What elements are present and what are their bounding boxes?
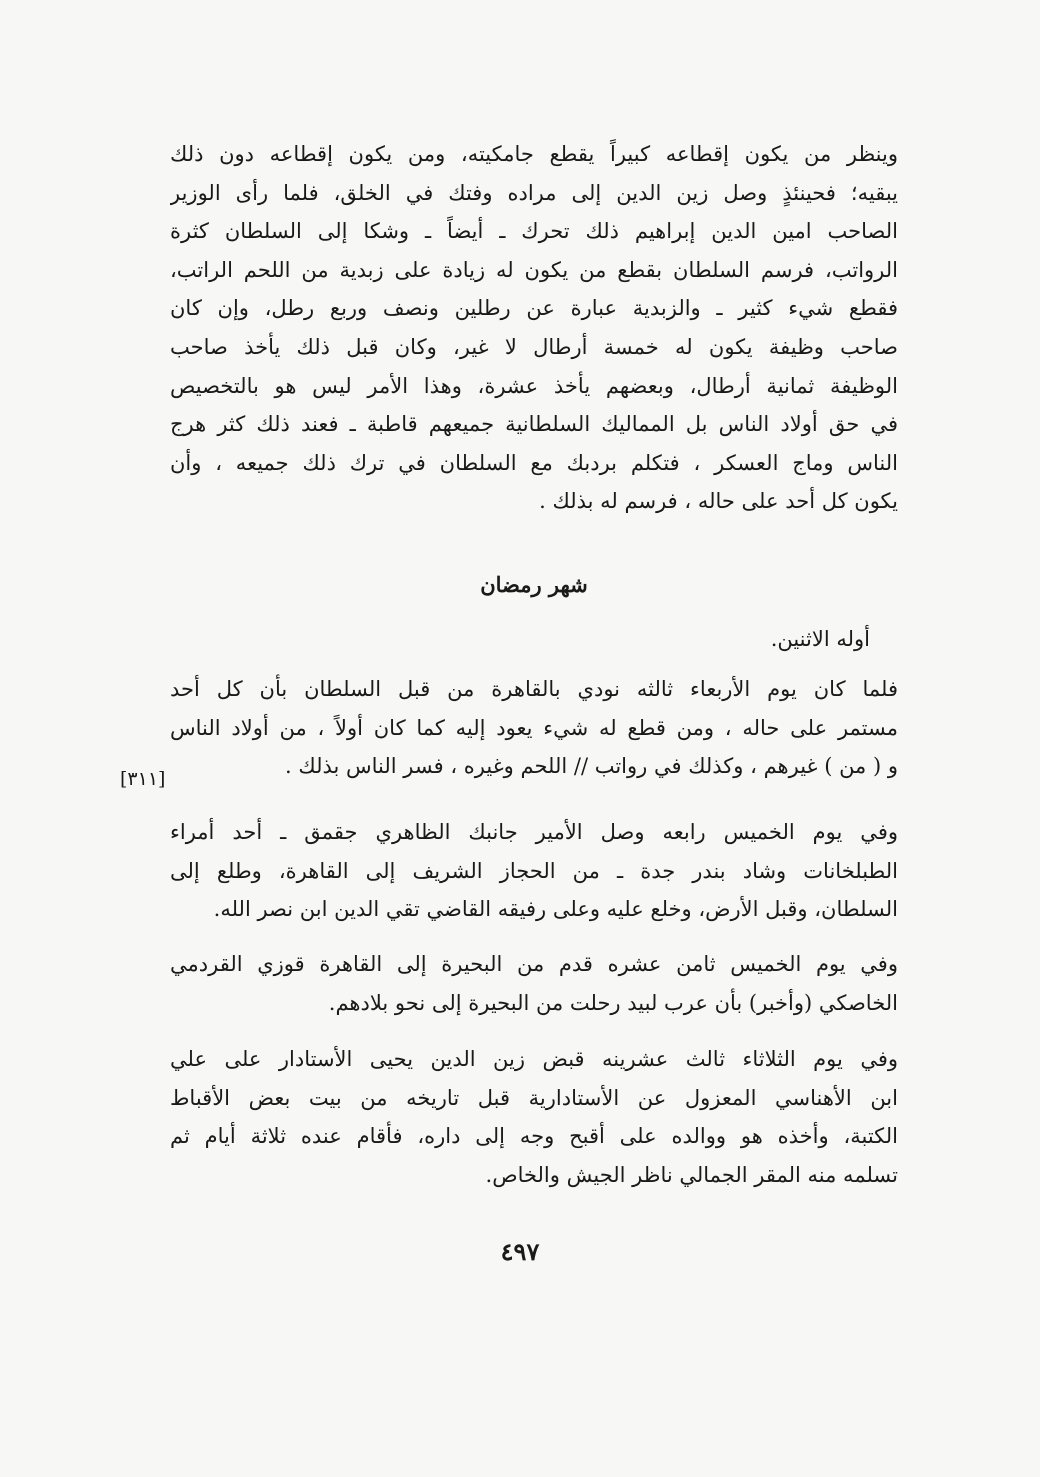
text-line: وينظر من يكون إقطاعه كبيراً يقطع جامكيته، ومن يكون إقطاعه دون ذلك <box>170 142 898 166</box>
text-line: الخاصكي (وأخبر) بأن عرب لبيد رحلت من البحيرة إلى نحو بلادهم. <box>328 990 898 1015</box>
text-line: في حق أولاد الناس بل المماليك السلطانية جميعهم قاطبة ـ فعند ذلك كثر هرج <box>170 412 898 437</box>
text-line: الصاحب امين الدين إبراهيم ذلك تحرك ـ أيضاً ـ وشكا إلى السلطان كثرة <box>170 219 898 244</box>
text-line: السلطان، وقبل الأرض، وخلع عليه وعلى رفيقه القاضي تقي الدين ابن نصر الله. <box>213 897 898 922</box>
text-line: صاحب وظيفة يكون له خمسة أرطال لا غير، وكان قبل ذلك يأخذ صاحب <box>170 334 898 359</box>
text-line: وفي يوم الثلاثاء ثالث عشرينه قبض زين الدين يحيى الأستادار على علي <box>170 1047 898 1071</box>
paragraph-5 <box>170 1040 898 1194</box>
text-line: الناس وماج العسكر ، فتكلم بردبك مع السلطان في ترك ذلك جميعه ، وأن <box>170 450 898 475</box>
text-line: فقطع شيء كثير ـ والزبدية عبارة عن رطلين ونصف وربع رطل، وإن كان <box>170 296 898 321</box>
manuscript-folio-note: [٣١١] <box>120 768 166 790</box>
first-day-line <box>170 620 898 658</box>
text-line: فلما كان يوم الأربعاء ثالثه نودي بالقاهرة من قبل السلطان بأن كل أحد <box>170 677 898 701</box>
text-line: مستمر على حاله ، ومن قطع له شيء يعود إليه كما كان أولاً ، من أولاد الناس <box>170 715 898 740</box>
page-number: ٤٩٧ <box>500 1237 540 1266</box>
paragraph-3 <box>170 813 898 929</box>
first-day-text: أوله الاثنين. <box>770 627 870 651</box>
section-heading: شهر رمضان <box>480 572 588 597</box>
text-line: ابن الأهناسي المعزول عن الأستادارية قبل تاريخه من بيت بعض الأقباط <box>170 1085 898 1110</box>
text-line: الطبلخانات وشاد بندر جدة ـ من الحجاز الشريف إلى القاهرة، وطلع إلى <box>170 858 898 883</box>
paragraph-2 <box>170 670 898 786</box>
text-line: يبقيه؛ فحينئذٍ وصل زين الدين إلى مراده وفتك في الخلق، فلما رأى الوزير <box>170 180 898 205</box>
text-line: وفي يوم الخميس رابعه وصل الأمير جانبك الظاهري جقمق ـ أحد أمراء <box>170 820 898 844</box>
text-line: و ( من ) غيرهم ، وكذلك في رواتب // اللحم وغيره ، فسر الناس بذلك . <box>285 754 898 779</box>
paragraph-1 <box>170 135 898 521</box>
text-line: الوظيفة ثمانية أرطال، وبعضهم يأخذ عشرة، وهذا الأمر ليس هو بالتخصيص <box>170 373 898 398</box>
text-line: الكتبة، وأخذه هو ووالده على أقبح وجه إلى داره، فأقام عنده ثلاثة أيام ثم <box>170 1124 898 1149</box>
text-line: الرواتب، فرسم السلطان بقطع من يكون له زيادة على زبدية من اللحم الراتب، <box>170 257 898 282</box>
text-line: وفي يوم الخميس ثامن عشره قدم من البحيرة إلى القاهرة قوزي القردمي <box>170 952 898 976</box>
text-line: تسلمه منه المقر الجمالي ناظر الجيش والخاص. <box>485 1162 898 1187</box>
paragraph-4 <box>170 945 898 1022</box>
text-line: يكون كل أحد على حاله ، فرسم له بذلك . <box>539 489 898 514</box>
